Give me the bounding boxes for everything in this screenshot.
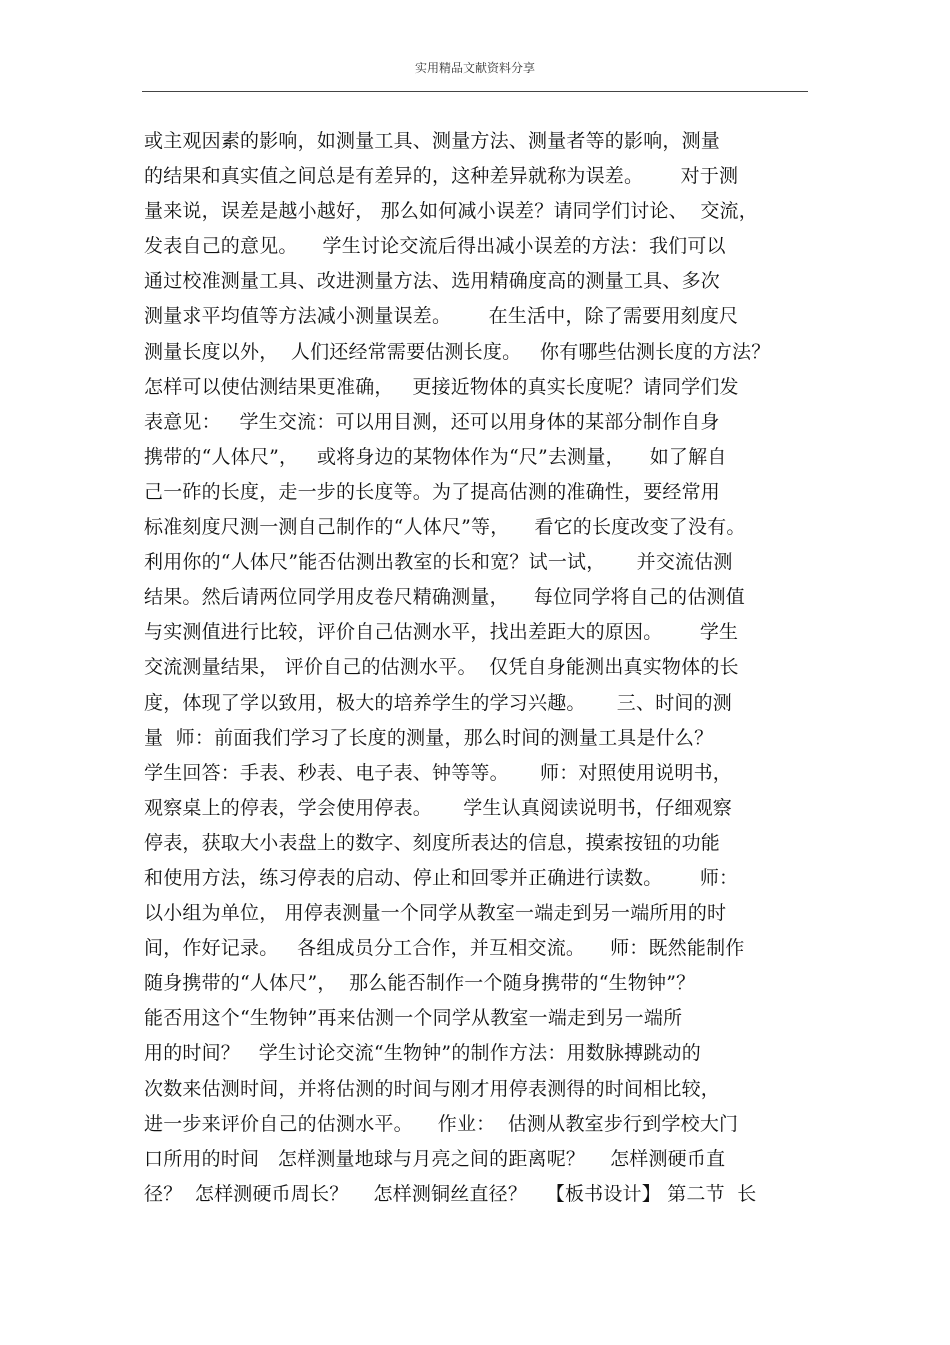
text-line: 交流测量结果， 评价自己的估测水平。 仅凭自身能测出真实物体的长: [144, 656, 739, 679]
text-line: 测量求平均值等方法减小测量误差。 在生活中，除了需要用刻度尺: [144, 305, 739, 328]
text-line: 学生回答：手表、秒表、电子表、钟等等。 师：对照使用说明书，: [144, 761, 732, 784]
header-divider: [142, 91, 808, 92]
text-line: 怎样可以使估测结果更准确， 更接近物体的真实长度呢？请同学们发: [144, 375, 739, 398]
text-line: 次数来估测时间，并将估测的时间与刚才用停表测得的时间相比较，: [144, 1077, 721, 1100]
text-line: 以小组为单位， 用停表测量一个同学从教室一端走到另一端所用的时: [144, 902, 727, 925]
text-line: 能否用这个“生物钟”再来估测一个同学从教室一端走到另一端所: [144, 1007, 683, 1030]
text-line: 携带的“人体尺”， 或将身边的某物体作为“尺”去测量， 如了解自: [144, 445, 727, 468]
text-line: 测量长度以外， 人们还经常需要估测长度。 你有哪些估测长度的方法？: [144, 340, 771, 363]
text-line: 和使用方法，练习停表的启动、停止和回零并正确进行读数。 师：: [144, 866, 739, 889]
text-line: 停表，获取大小表盘上的数字、刻度所表达的信息，摸索按钮的功能: [144, 831, 721, 854]
page-header: [142, 58, 808, 78]
text-line: 径？ 怎样测硬币周长？ 怎样测铜丝直径？ 【板书设计】 第二节 长: [144, 1182, 757, 1205]
text-line: 与实测值进行比较，评价自己估测水平，找出差距大的原因。 学生: [144, 621, 739, 644]
document-body: [144, 124, 824, 1212]
text-line: 发表自己的意见。 学生讨论交流后得出减小误差的方法：我们可以: [144, 235, 726, 258]
text-line: 标准刻度尺测一测自己制作的“人体尺”等， 看它的长度改变了没有。: [144, 516, 746, 539]
text-line: 用的时间？ 学生讨论交流“生物钟”的制作方法：用数脉搏跳动的: [144, 1042, 701, 1065]
text-line: 通过校准测量工具、改进测量方法、选用精确度高的测量工具、多次: [144, 270, 721, 293]
text-line: 量 师：前面我们学习了长度的测量，那么时间的测量工具是什么？: [144, 726, 714, 749]
text-line: 利用你的“人体尺”能否估测出教室的长和宽？试一试， 并交流估测: [144, 551, 733, 574]
text-line: 随身携带的“人体尺”， 那么能否制作一个随身携带的“生物钟”？: [144, 972, 696, 995]
header-title: 实用精品文献资料分享: [414, 61, 535, 75]
text-line: 己一砟的长度，走一步的长度等。为了提高估测的准确性，要经常用: [144, 480, 721, 503]
text-line: 度，体现了学以致用，极大的培养学生的学习兴趣。 三、时间的测: [144, 691, 732, 714]
text-line: 或主观因素的影响，如测量工具、测量方法、测量者等的影响，测量: [144, 130, 721, 152]
text-line: 的结果和真实值之间总是有差异的，这种差异就称为误差。 对于测: [144, 165, 739, 188]
text-line: 量来说，误差是越小越好， 那么如何减小误差？请同学们讨论、 交流，: [144, 200, 758, 223]
text-line: 观察桌上的停表，学会使用停表。 学生认真阅读说明书，仔细观察: [144, 796, 732, 819]
text-line: 间，作好记录。 各组成员分工合作，并互相交流。 师：既然能制作: [144, 937, 745, 960]
text-line: 表意见： 学生交流：可以用目测，还可以用身体的某部分制作自身: [144, 410, 720, 433]
text-line: 结果。然后请两位同学用皮卷尺精确测量， 每位同学将自己的估测值: [144, 586, 745, 609]
text-line: 口所用的时间 怎样测量地球与月亮之间的距离呢？ 怎样测硬币直: [144, 1147, 726, 1170]
text-line: 进一步来评价自己的估测水平。 作业： 估测从教室步行到学校大门: [144, 1112, 739, 1135]
